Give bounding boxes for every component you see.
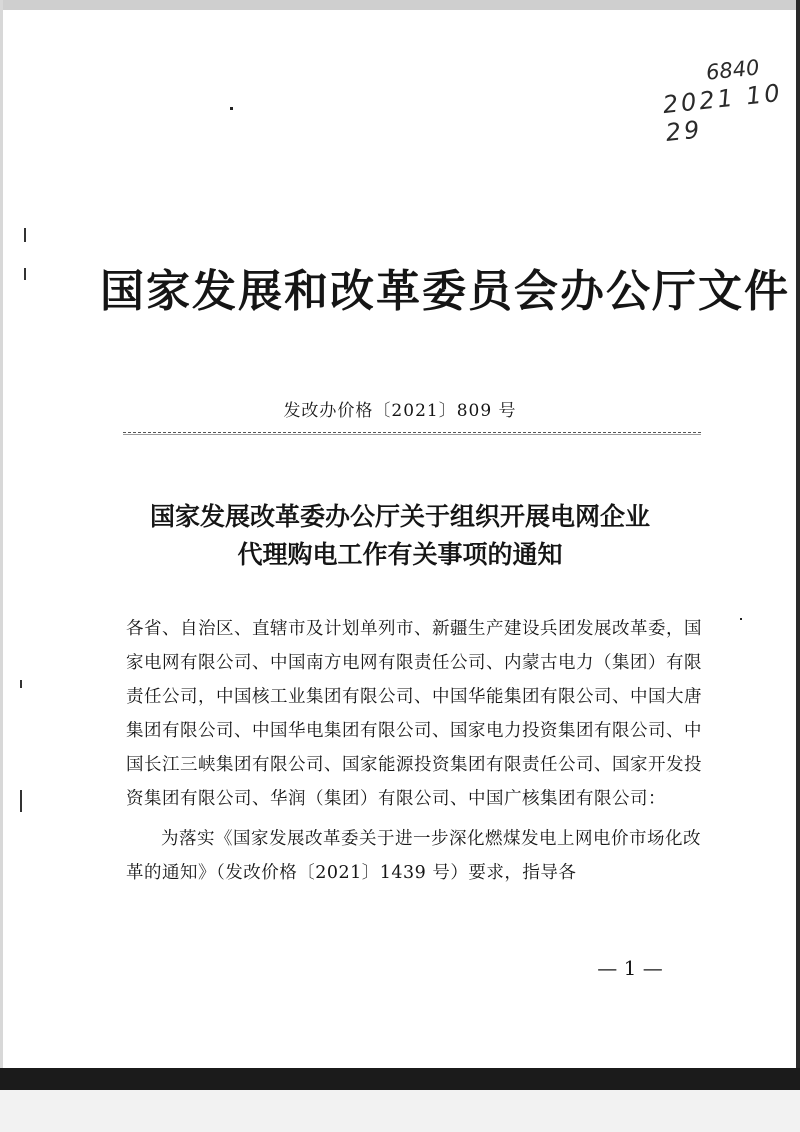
document-number: 发改办价格〔2021〕809 号 — [283, 401, 517, 421]
scan-edge-mark — [24, 228, 26, 242]
scan-edge-mark — [20, 680, 22, 688]
scan-top-border — [0, 0, 800, 10]
scan-left-edge — [0, 0, 3, 1070]
separator-line — [123, 432, 701, 433]
title-line-1: 国家发展改革委办公厅关于组织开展电网企业 — [149, 502, 650, 531]
document-body — [126, 612, 712, 890]
separator-line-inner — [123, 434, 701, 435]
document-masthead: 国家发展和改革委员会办公厅文件 — [100, 266, 790, 317]
handwritten-number: 6840 — [704, 55, 761, 85]
body-paragraph: 为落实《国家发展改革委关于进一步深化燃煤发电上网电价市场化改革的通知》（发改价格〔2021〕1439 号）要求，指导各 — [126, 829, 701, 883]
scan-bottom-margin — [0, 1090, 800, 1132]
addressees-paragraph: 各省、自治区、直辖市及计划单列市、新疆生产建设兵团发展改革委，国家电网有限公司、中国南方电网有限责任公司、内蒙古电力（集团）有限责任公司，中国核工业集团有限公司、中国华能集团有限公司、中国大唐集团有限公司、中国华电集团有限公司、国家电力投资集团有限公司、中国长江三峡集团有限公司、国家能源投资集团有限责任公司、国家开发投资集团有限公司、华润（集团）有限公司、中国广核集团有限公司： — [126, 619, 702, 809]
document-title — [80, 498, 720, 574]
scan-bottom-bar — [0, 1068, 800, 1090]
scan-edge-mark — [24, 268, 26, 280]
handwritten-date: 2021 10 29 — [661, 78, 784, 147]
scan-speck — [740, 618, 742, 620]
scan-speck — [230, 107, 233, 110]
scan-right-edge — [796, 0, 800, 1070]
scan-edge-mark — [20, 790, 22, 812]
title-line-2: 代理购电工作有关事项的通知 — [237, 540, 563, 569]
page-number: — 1 — — [597, 956, 663, 980]
